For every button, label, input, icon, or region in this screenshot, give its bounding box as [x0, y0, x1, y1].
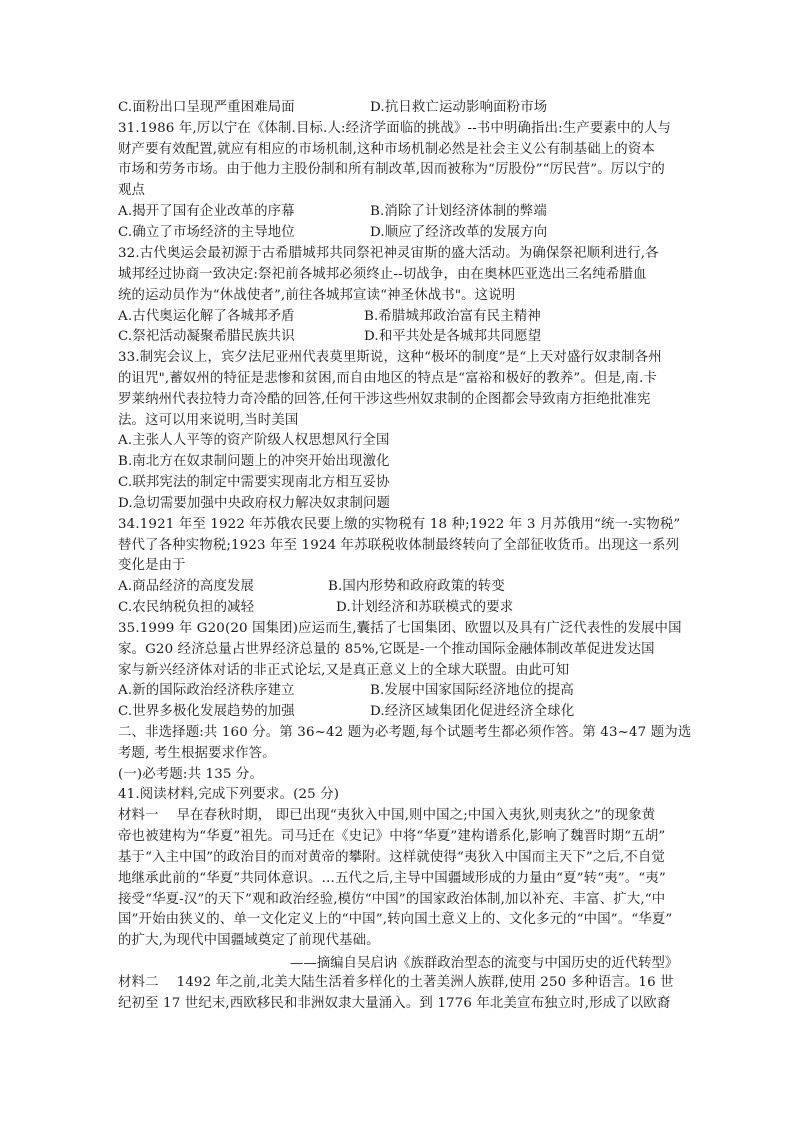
q35-option-d: D.经济区域集团化促进经济全球化: [370, 704, 575, 719]
q34-option-b: B.国内形势和政府政策的转变: [328, 579, 505, 594]
q31-option-b: B.消除了计划经济体制的弊端: [370, 204, 547, 219]
q30-option-c: C.面粉出口呈现严重困难局面: [118, 100, 295, 115]
material1-line: 材料一 早在春秋时期， 即已出现“夷狄入中国,则中国之;中国入夷狄,则夷狄之”的现象黄: [118, 808, 656, 823]
material1-line: 接受“华夏-汉”的天下”观和政治经验,模仿“中国”的国家政治体制,加以补充、丰富、扩大,“中: [118, 892, 666, 907]
material2-line: 纪初至 17 世纪末,西欧移民和非洲奴隶大量涌入。到 1776 年北美宣布独立时,形成了以欧裔: [118, 996, 671, 1011]
material1-source: ——摘编自吴启讷《族群政治型态的流变与中国历史的近代转型》: [290, 956, 679, 971]
q34-stem-line: 替代了各种实物税;1923 年至 1924 年苏联税收体制最终转向了全部征收货币。出现这一系列: [118, 538, 680, 553]
q35-option-a: A.新的国际政治经济秩序建立: [118, 683, 295, 698]
q33-stem-line: 罗莱纳州代表拉特力奇冷酷的回答,任何干涉这些州奴隶制的企图都会导致南方拒绝批准宪: [118, 392, 651, 407]
q31-options-row: [118, 223, 678, 242]
q31-options-row: [118, 202, 678, 221]
q33-option-d: D.急切需要加强中央政府权力解决奴隶制问题: [118, 496, 391, 511]
q31-option-a: A.揭开了国有企业改革的序幕: [118, 204, 295, 219]
q34-option-d: D.计划经济和苏联模式的要求: [336, 600, 514, 615]
q33-stem-line: 法。这可以用来说明,当时美国: [118, 413, 299, 428]
q35-stem-line: 家。G20 经济总量占世界经济总量的 85%,它既是-一个推动国际金融体制改革促进发达国: [118, 642, 655, 657]
q33-option-c: C.联邦宪法的制定中需要实现南北方相互妥协: [118, 475, 390, 490]
q34-option-c: C.农民纳税负担的减轻: [118, 600, 255, 615]
section2-heading: 考题, 考生根据要求作答。: [118, 746, 276, 761]
q33-stem-line: 33.制宪会议上，宾夕法尼亚州代表莫里斯说，这种“极坏的制度”是“上天对盛行奴隶制各州: [118, 350, 662, 365]
q33-stem-line: 的诅咒",蓄奴州的特征是悲惨和贫困,而自由地区的特点是“富裕和极好的教养”。但是,南.卡: [118, 371, 657, 386]
q30-option-d: D.抗日救亡运动影响面粉市场: [370, 100, 548, 115]
q34-option-a: A.商品经济的高度发展: [118, 579, 255, 594]
q32-option-b: B.希腊城邦政治富有民主精神: [364, 309, 541, 324]
q35-option-c: C.世界多极化发展趋势的加强: [118, 704, 295, 719]
q33-option-b: B.南北方在奴隶制问题上的冲突开始出现激化: [118, 454, 390, 469]
q31-stem-line: 31.1986 年,厉以宁在《体制.目标.人:经济学面临的挑战》--书中明确指出:生产要素中的人与: [118, 121, 672, 136]
q30-options-row: [118, 98, 678, 117]
q32-stem-line: 32.古代奥运会最初源于古希腊城邦共同祭祀神灵宙斯的盛大活动。为确保祭祀顺利进行,各: [118, 246, 659, 261]
section2-subheading: (一)必考题:共 135 分。: [118, 767, 264, 782]
material1-line: 基于“入主中国”的政治目的而对黄帝的攀附。这样就使得“夷狄入中国而主天下”之后,不自觉: [118, 850, 665, 865]
q32-stem-line: 城邦经过协商一致决定:祭祀前各城邦必须终止--切战争，由在奥林匹亚选出三名纯希腊血: [118, 267, 647, 282]
q35-stem-line: 家与新兴经济体对话的非正式论坛,又是真正意义上的全球大联盟。由此可知: [118, 663, 570, 678]
q35-option-b: B.发展中国家国际经济地位的提高: [370, 683, 574, 698]
q32-stem-line: 统的运动员作为“休战使者”,前往各城邦宣读“神圣休战书"。这说明: [118, 288, 516, 303]
q31-stem-line: 财产要有效配置,就应有相应的市场机制,这种市场机制必然是社会主义公有制基础上的资本: [118, 142, 655, 157]
q34-stem-line: 34.1921 年至 1922 年苏俄农民要上缴的实物税有 18 种;1922 年 3 月苏俄用“统一-实物税”: [118, 517, 681, 532]
q34-stem-line: 变化是由于: [118, 558, 186, 573]
q32-option-d: D.和平共处是各城邦共同愿望: [364, 329, 542, 344]
material2-line: 材料二 1492 年之前,北美大陆生活着多样化的土著美洲人族群,使用 250 多种语言。16 世: [118, 975, 674, 990]
q41-title: 41.阅读材料,完成下列要求。(25 分): [118, 787, 340, 802]
q31-stem-line: 观点: [118, 183, 146, 198]
q31-stem-line: 市场和劳务市场。由于他力主股份制和所有制改革,因而被称为“厉股份”“厉民营”。厉以宁的: [118, 162, 665, 177]
material1-line: 地继承此前的“华夏”共同体意识。…五代之后,主导中国疆域形成的力量由“夏”转“夷”。“夷”: [118, 871, 666, 886]
q35-stem-line: 35.1999 年 G20(20 国集团)应运而生,囊括了七国集团、欧盟以及具有广泛代表性的发展中国: [118, 621, 682, 636]
material1-line: 国”开始由狭义的、单一文化定义上的“中国”,转向国土意义上的、文化多元的“中国”。“华夏”: [118, 912, 673, 927]
q34-options-row: [118, 577, 678, 596]
q34-options-row: [118, 598, 678, 617]
q32-option-c: C.祭祀活动凝聚希腊民族共识: [118, 329, 295, 344]
q32-options-row: [118, 307, 678, 326]
q32-option-a: A.古代奥运化解了各城邦矛盾: [118, 309, 295, 324]
q32-options-row: [118, 327, 678, 346]
q33-option-a: A.主张人人平等的资产阶级人权思想风行全国: [118, 433, 390, 448]
q31-option-c: C.确立了市场经济的主导地位: [118, 225, 295, 240]
q35-options-row: [118, 681, 678, 700]
q31-option-d: D.顺应了经济改革的发展方向: [370, 225, 548, 240]
material1-line: 的扩大,为现代中国疆域奠定了前现代基础。: [118, 933, 380, 948]
section2-heading: 二、非选择题:共 160 分。第 36~42 题为必考题,每个试题考生都必须作答。第 43~47 题为选: [118, 725, 692, 740]
material1-line: 帝也被建构为“华夏”祖先。司马迁在《史记》中将“华夏”建构谱系化,影响了魏晋时期“五胡”: [118, 829, 666, 844]
q35-options-row: [118, 702, 678, 721]
